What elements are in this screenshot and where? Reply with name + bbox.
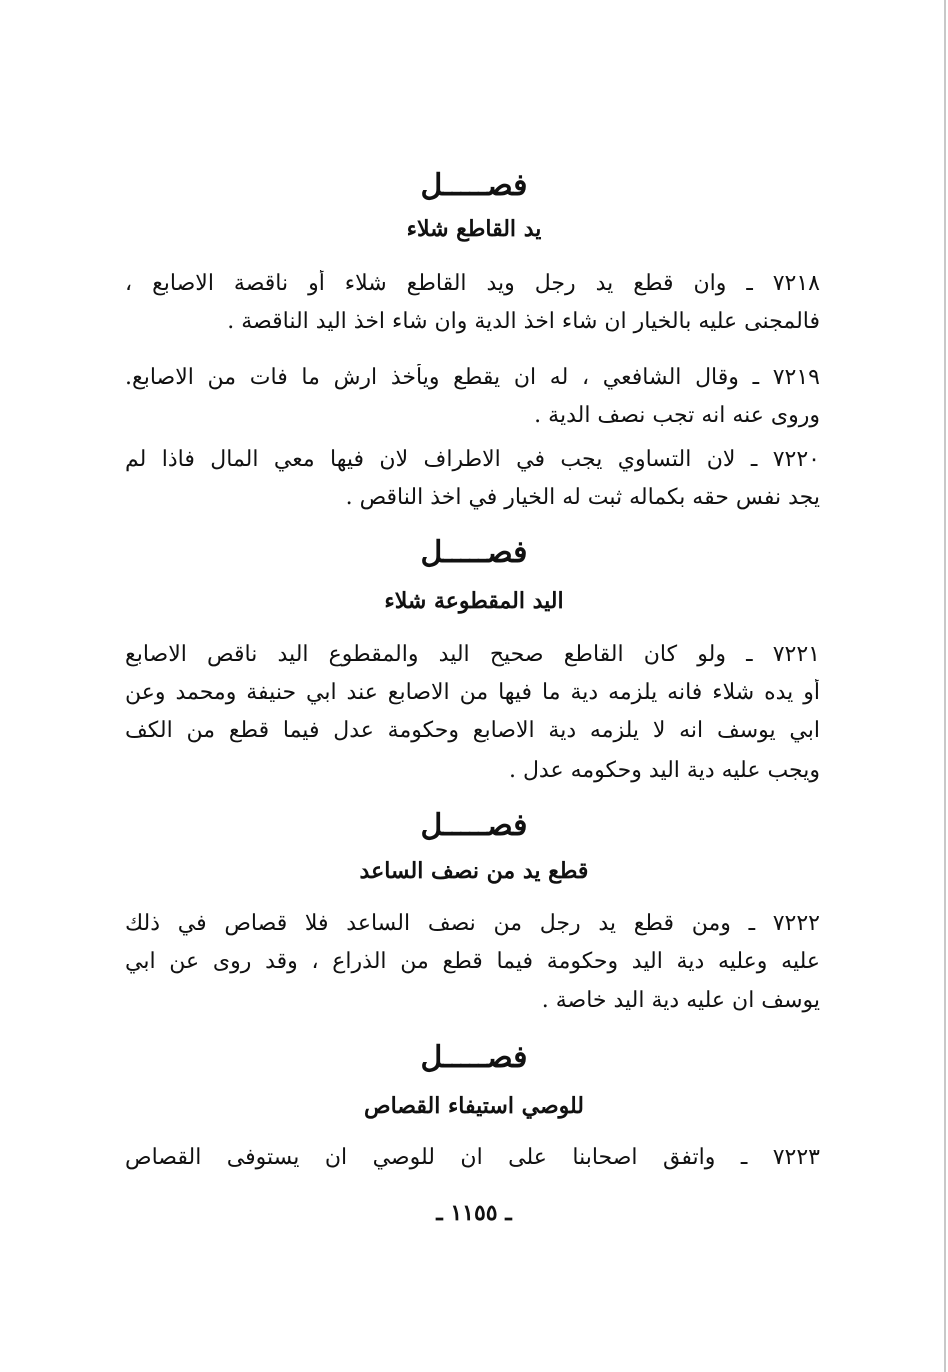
section-title: يد القاطع شلاء (406, 216, 542, 242)
paragraph-line: يجد نفس حقه بكماله ثبت له الخيار في اخذ الناقص . (345, 485, 820, 510)
paragraph-line: ٧٢٢٠ ـ لان التساوي يجب في الاطراف لان فيها معي المال فاذا لم (125, 447, 820, 472)
paragraph-line: وروى عنه انه تجب نصف الدية . (534, 403, 820, 428)
paragraph-line: ٧٢٢٣ ـ واتفق اصحابنا على ان للوصي ان يستوفى القصاص (125, 1145, 820, 1170)
paragraph-line: ٧٢٢٢ ـ ومن قطع يد رجل من نصف الساعد فلا قصاص في ذلك (125, 911, 820, 936)
paragraph-line: عليه وعليه دية اليد وحكومة فيما قطع من الذراع ، وقد روى عن ابي (125, 949, 820, 974)
section-title: اليد المقطوعة شلاء (384, 588, 564, 614)
paragraph-line: يوسف ان عليه دية اليد خاصة . (541, 988, 820, 1013)
paragraph-line: ٧٢١٨ ـ وان قطع يد رجل ويد القاطع شلاء أو ناقصة الاصابع ، (125, 271, 820, 296)
section-title: للوصي استيفاء القصاص (363, 1093, 584, 1119)
section-heading-fasl: فصـــــل (420, 535, 528, 570)
paragraph-line: أو يده شلاء فانه يلزمه دية ما فيها من الاصابع عند ابي حنيفة ومحمد وعن (125, 680, 820, 705)
section-title: قطع يد من نصف الساعد (359, 858, 589, 884)
page-edge-line (944, 0, 946, 1372)
section-heading-fasl: فصـــــل (420, 808, 528, 843)
section-heading-fasl: فصـــــل (420, 168, 528, 203)
paragraph-line: ٧٢١٩ ـ وقال الشافعي ، له ان يقطع ويأخذ ارش ما فات من الاصابع. (125, 365, 820, 390)
page-number: ـ ١١٥٥ ـ (436, 1200, 512, 1226)
paragraph-line: ابي يوسف انه لا يلزمه دية الاصابع وحكومة عدل فيما قطع من الكف (125, 718, 820, 743)
paragraph-line: فالمجنى عليه بالخيار ان شاء اخذ الدية وان شاء اخذ اليد الناقصة . (227, 309, 820, 334)
paragraph-line: ٧٢٢١ ـ ولو كان القاطع صحيح اليد والمقطوع اليد ناقص الاصابع (125, 642, 820, 667)
section-heading-fasl: فصـــــل (420, 1040, 528, 1075)
paragraph-line: ويجب عليه دية اليد وحكومه عدل . (508, 758, 820, 783)
